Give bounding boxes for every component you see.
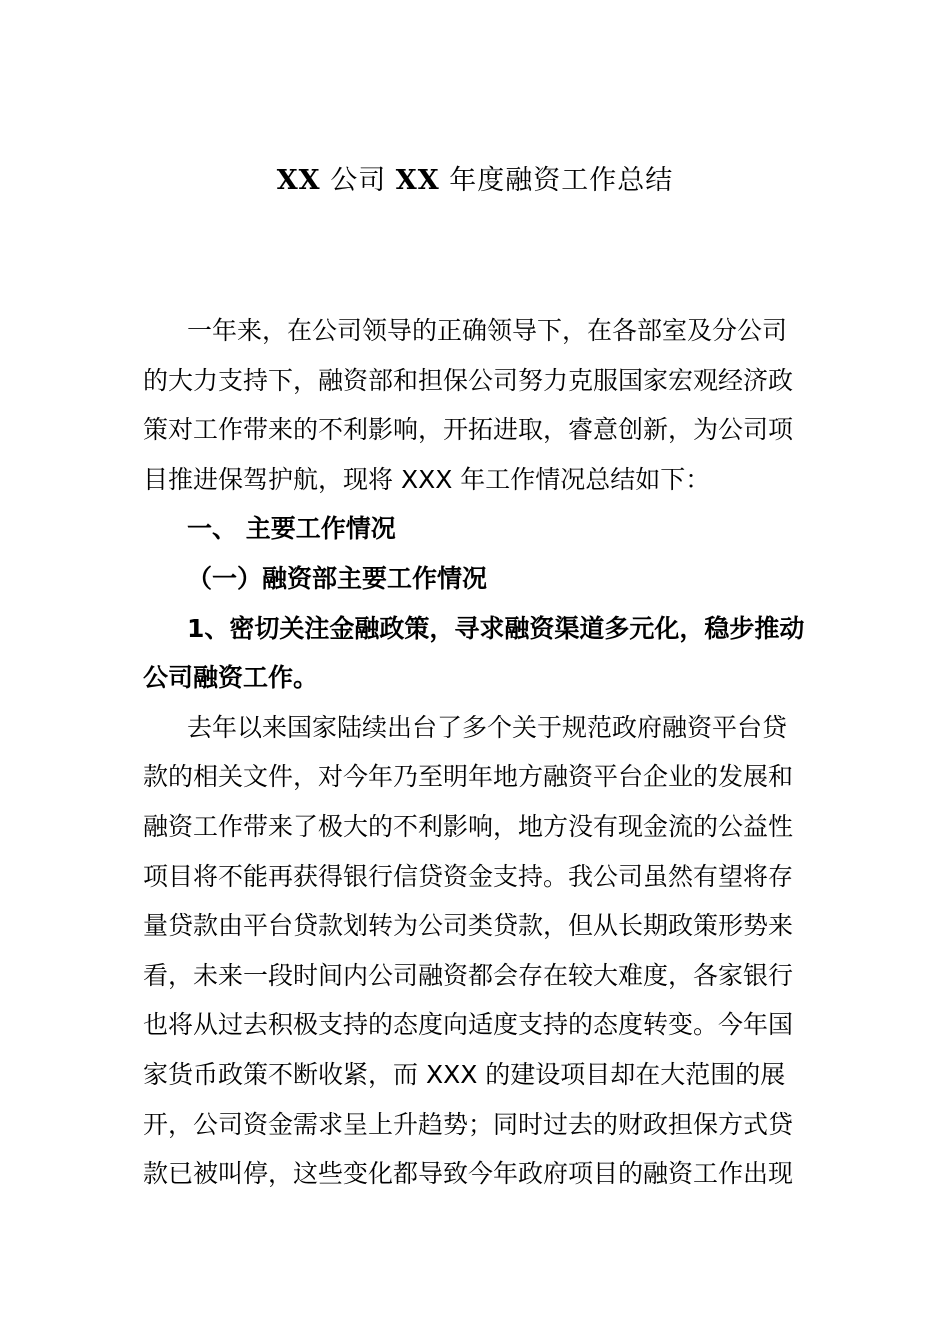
paragraph-line: 去年以来国家陆续出台了多个关于规范政府融资平台贷 [187, 712, 788, 742]
paragraph-line: 也将从过去积极支持的态度向适度支持的态度转变。今年国 [143, 1010, 794, 1040]
heading-line: 1、密切关注金融政策，寻求融资渠道多元化，稳步推动 [187, 613, 805, 643]
paragraph-line: 量贷款由平台贷款划转为公司类贷款，但从长期政策形势来 [143, 911, 794, 941]
paragraph-line: 开，公司资金需求呈上升趋势；同时过去的财政担保方式贷 [143, 1109, 794, 1139]
title-part-year-code: XX [395, 165, 440, 196]
paragraph-line: 家货币政策不断收紧，而 XXX 的建设项目却在大范围的展 [143, 1059, 786, 1089]
title-part-company-code: XX [276, 165, 321, 196]
heading-line: 公司融资工作。 [143, 663, 319, 693]
paragraph-line: 一年来，在公司领导的正确领导下，在各部室及分公司 [187, 316, 788, 345]
paragraph-line: 策对工作带来的不利影响，开拓进取，睿意创新，为公司项 [143, 415, 794, 445]
title-part-company: 公司 [330, 165, 387, 196]
paragraph-line: 款已被叫停，这些变化都导致今年政府项目的融资工作出现 [143, 1159, 794, 1189]
heading-line: （一）融资部主要工作情况 [187, 563, 488, 593]
paragraph-line: 看，未来一段时间内公司融资都会存在较大难度，各家银行 [143, 960, 794, 990]
paragraph-line: 目推进保驾护航，现将 XXX 年工作情况总结如下： [143, 464, 711, 494]
paragraph-line: 的大力支持下，融资部和担保公司努力克服国家宏观经济政 [143, 365, 794, 395]
document-body [143, 306, 809, 1199]
paragraph-line: 款的相关文件，对今年乃至明年地方融资平台企业的发展和 [143, 762, 794, 792]
paragraph-line: 项目将不能再获得银行信贷资金支持。我公司虽然有望将存 [143, 861, 794, 891]
heading-line: 一、 主要工作情况 [187, 514, 396, 544]
paragraph-line: 融资工作带来了极大的不利影响，地方没有现金流的公益性 [143, 811, 794, 841]
title-part-subject: 年度融资工作总结 [449, 165, 674, 196]
document-title [0, 158, 950, 204]
